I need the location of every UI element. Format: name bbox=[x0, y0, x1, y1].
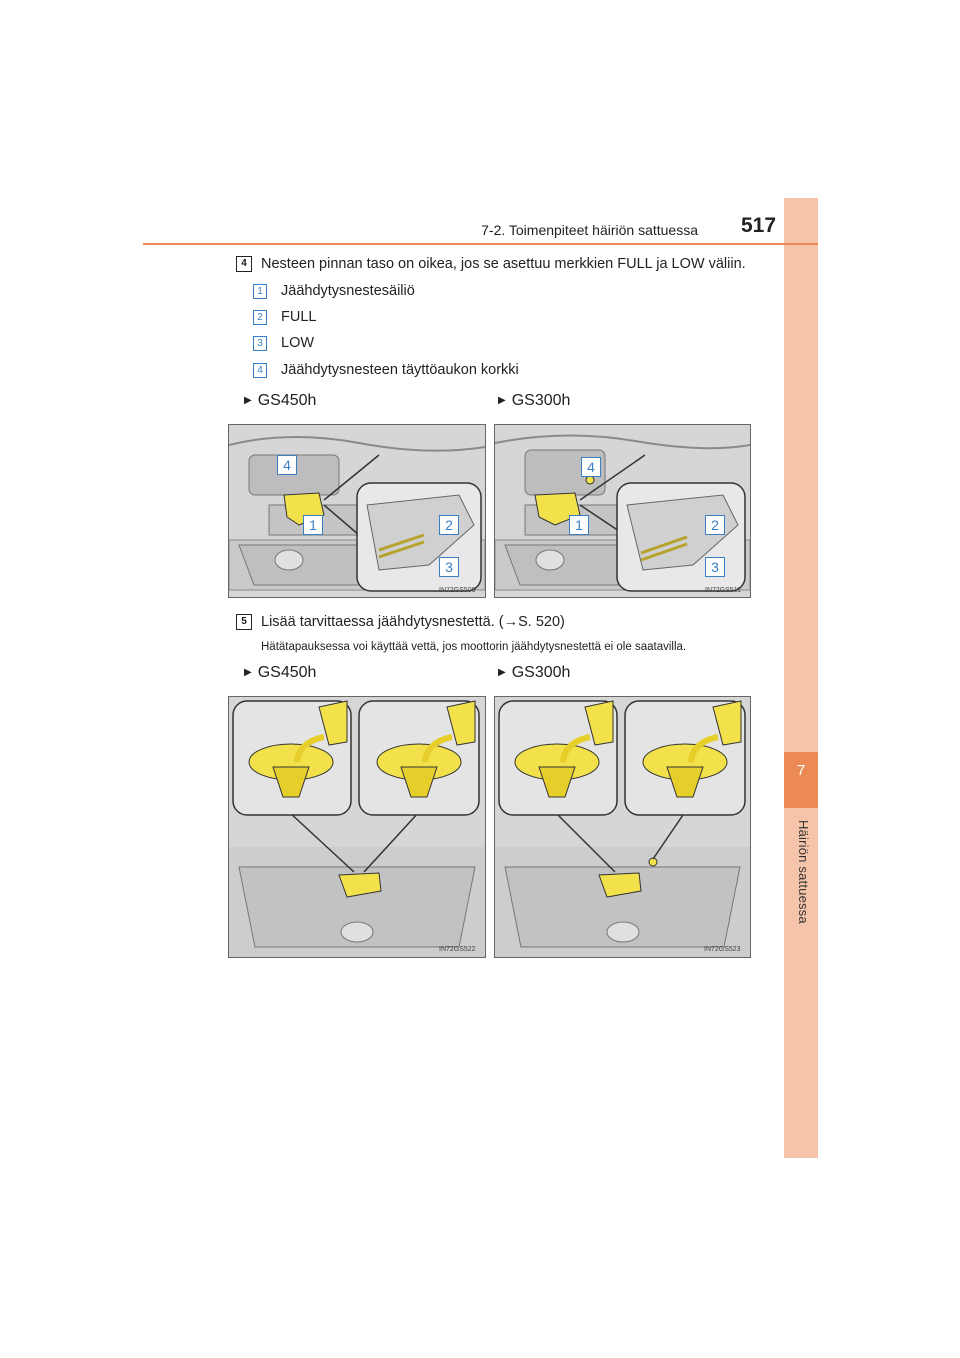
chapter-side-tab bbox=[784, 198, 818, 1158]
item-number: 3 bbox=[253, 336, 267, 351]
item-number: 2 bbox=[253, 310, 267, 325]
variant-label-gs450h: ▶ GS450h bbox=[244, 664, 317, 681]
item-label: FULL bbox=[281, 309, 317, 325]
callout-1: 1 bbox=[303, 515, 323, 535]
triangle-bullet-icon: ▶ bbox=[498, 667, 506, 678]
chapter-title: Häiriön sattuessa bbox=[796, 820, 811, 924]
variant-label-gs300h: ▶ GS300h bbox=[498, 664, 571, 681]
variant-label-gs450h: ▶ GS450h bbox=[244, 392, 317, 409]
item-number: 4 bbox=[253, 363, 267, 378]
page-number: 517 bbox=[741, 214, 777, 237]
triangle-bullet-icon: ▶ bbox=[498, 395, 506, 406]
figure-code: IN72GS509 bbox=[439, 587, 476, 594]
callout-2: 2 bbox=[439, 515, 459, 535]
chapter-number: 7 bbox=[796, 762, 806, 779]
figure-gs300h-coolant-level bbox=[494, 424, 751, 598]
callout-1: 1 bbox=[569, 515, 589, 535]
step-4-text: Nesteen pinnan taso on oikea, jos se asettuu merkkien FULL ja LOW väliin. bbox=[261, 256, 746, 272]
variant-label-gs300h: ▶ GS300h bbox=[498, 392, 571, 409]
step-number-4: 4 bbox=[236, 256, 252, 272]
step-5-note: Hätätapauksessa voi käyttää vettä, jos moottorin jäähdytysnestettä ei ole saatavilla. bbox=[261, 641, 687, 653]
header-rule bbox=[143, 243, 818, 245]
item-label: Jäähdytysnestesäiliö bbox=[281, 283, 415, 299]
triangle-bullet-icon: ▶ bbox=[244, 395, 252, 406]
step-number-5: 5 bbox=[236, 614, 252, 630]
callout-4: 4 bbox=[581, 457, 601, 477]
figure-code: IN72GS523 bbox=[704, 946, 741, 953]
callout-2: 2 bbox=[705, 515, 725, 535]
figure-gs300h-coolant-filling bbox=[494, 696, 751, 958]
triangle-bullet-icon: ▶ bbox=[244, 667, 252, 678]
callout-4: 4 bbox=[277, 455, 297, 475]
figure-code: IN72GS522 bbox=[439, 946, 476, 953]
item-number: 1 bbox=[253, 284, 267, 299]
figure-code: IN72GS511 bbox=[705, 587, 742, 594]
item-label: Jäähdytysnesteen täyttöaukon korkki bbox=[281, 362, 519, 378]
step-5-text: Lisää tarvittaessa jäähdytysnestettä. (→S. 520) bbox=[261, 614, 565, 630]
chapter-active-marker bbox=[784, 752, 818, 808]
figure-gs450h-coolant-level bbox=[228, 424, 486, 598]
figure-gs450h-coolant-filling bbox=[228, 696, 486, 958]
callout-3: 3 bbox=[705, 557, 725, 577]
section-title: 7-2. Toimenpiteet häiriön sattuessa bbox=[481, 222, 698, 238]
callout-3: 3 bbox=[439, 557, 459, 577]
item-label: LOW bbox=[281, 335, 315, 351]
